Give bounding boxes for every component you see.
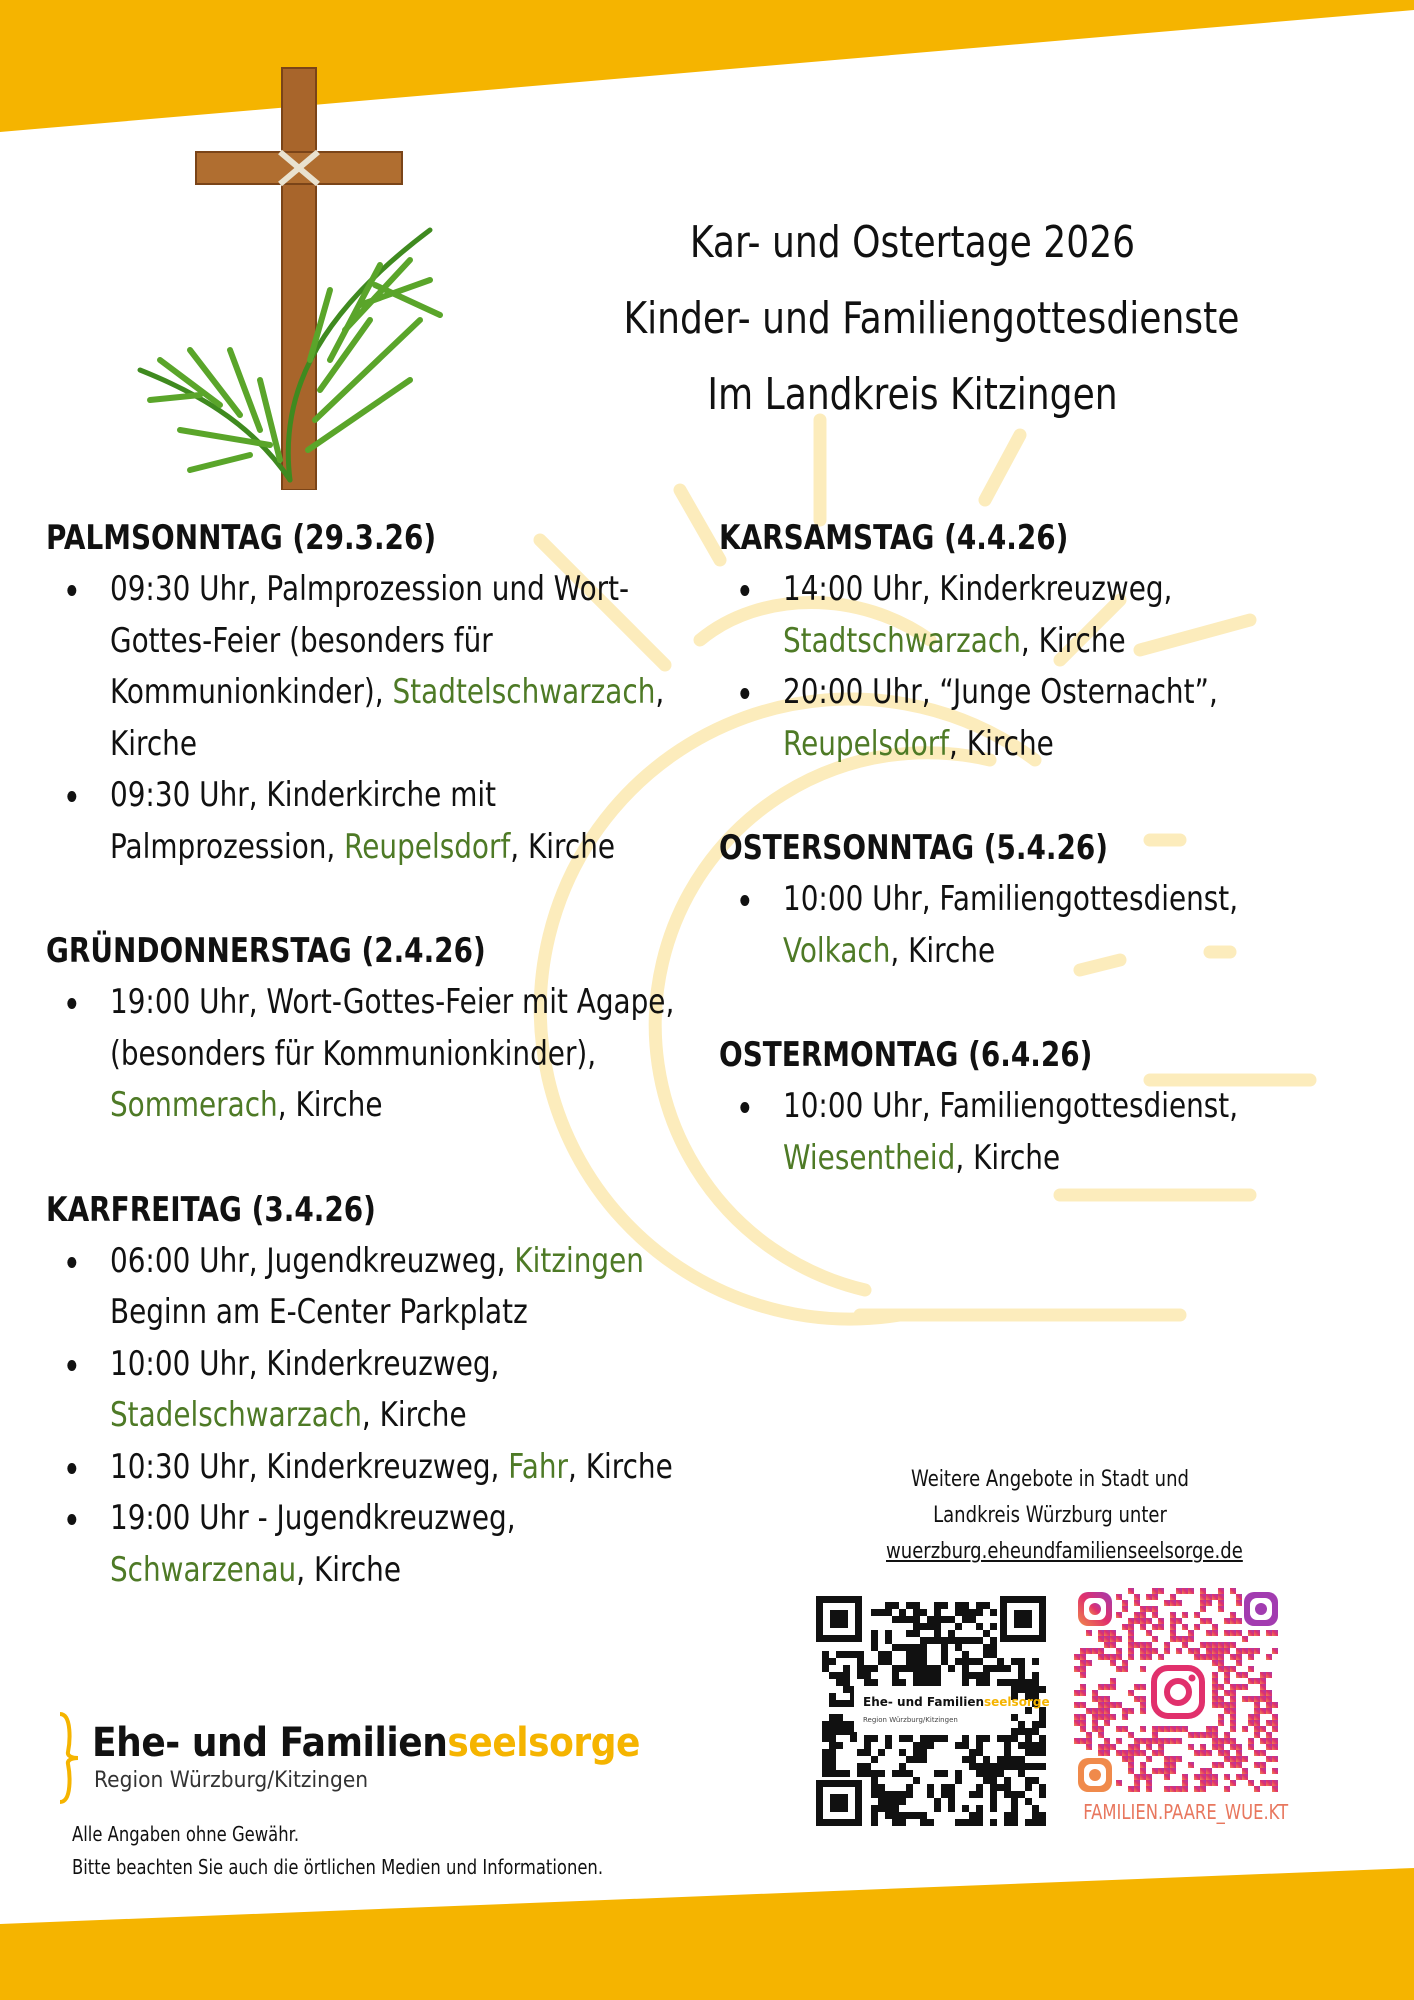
title-line-1: Kar- und Ostertage 2026 [689, 217, 1136, 268]
item-text: 10:00 Uhr, Kinderkreuzweg, [109, 1343, 500, 1384]
item-place: Wiesentheid [782, 1137, 956, 1178]
section-palmsonntag [46, 512, 692, 873]
section-title: PALMSONNTAG (29.3.26) [46, 518, 437, 558]
item-text: 14:00 Uhr, Kinderkreuzweg, [782, 569, 1173, 609]
more-offers-info [886, 1462, 1243, 1570]
schedule-item [719, 874, 1306, 977]
item-suffix: , Kirche [567, 1446, 673, 1487]
disclaimer-line-2: Bitte beachten Sie auch die örtlichen Medien und Informationen. [72, 1855, 604, 1879]
item-text: 10:30 Uhr, Kinderkreuzweg, [109, 1446, 509, 1487]
cross-palm-illustration [130, 60, 450, 490]
item-place: Stadtelschwarzach [392, 672, 656, 712]
schedule-item [719, 564, 1306, 667]
item-suffix: Beginn am E-Center Parkplatz [109, 1292, 528, 1332]
item-suffix: , Kirche [361, 1395, 467, 1435]
qr-logo-subtitle: Region Würzburg/Kitzingen [863, 1716, 958, 1724]
section-gruendonnerstag [46, 925, 692, 1132]
item-place: Fahr [508, 1446, 568, 1487]
item-suffix: , Kirche [277, 1085, 383, 1125]
info-line-2: Landkreis Würzburg unter [933, 1503, 1167, 1528]
section-title: GRÜNDONNERSTAG (2.4.26) [46, 931, 486, 971]
schedule-item [719, 667, 1306, 770]
website-qr-code[interactable] [808, 1588, 1054, 1834]
qr-logo-text: Ehe- und Familienseelsorge [863, 1695, 1050, 1709]
schedule-right-column [719, 512, 1306, 1236]
title-line-2: Kinder- und Familiengottesdienste [623, 293, 1240, 344]
page-title [623, 205, 1240, 433]
section-karsamstag [719, 512, 1306, 770]
section-ostersonntag [719, 822, 1306, 977]
schedule-item [46, 1339, 692, 1442]
item-text: 06:00 Uhr, Jugendkreuzweg, [109, 1240, 515, 1281]
item-place: Sommerach [109, 1085, 278, 1125]
schedule-item [46, 977, 692, 1132]
schedule-item [46, 1493, 692, 1596]
item-suffix: , Kirche [949, 723, 1054, 764]
disclaimer [72, 1818, 603, 1884]
item-place: Stadtschwarzach [782, 620, 1021, 661]
item-text: 10:00 Uhr, Familiengottesdienst, [782, 1086, 1239, 1126]
item-place: Schwarzenau [109, 1549, 297, 1590]
item-suffix: , Kirche [890, 930, 996, 971]
section-title: OSTERSONNTAG (5.4.26) [719, 828, 1109, 868]
section-title: KARFREITAG (3.4.26) [46, 1189, 376, 1230]
schedule-left-column [46, 512, 692, 1648]
disclaimer-line-1: Alle Angaben ohne Gewähr. [72, 1822, 300, 1846]
item-suffix: , Kirche [510, 826, 616, 867]
item-suffix: , Kirche [955, 1137, 1061, 1178]
schedule-item [46, 1236, 692, 1339]
schedule-item [46, 1442, 692, 1494]
schedule-item [719, 1081, 1306, 1184]
instagram-icon [1150, 1664, 1206, 1720]
schedule-item [46, 564, 692, 770]
logo-text-accent: seelsorge [447, 1720, 641, 1766]
organization-logo-text [92, 1720, 640, 1766]
item-suffix: , Kirche [109, 672, 665, 764]
item-place: Reupelsdorf [344, 826, 511, 867]
website-link[interactable]: wuerzburg.eheundfamilienseelsorge.de [886, 1539, 1243, 1564]
item-text: 20:00 Uhr, “Junge Osternacht”, [782, 672, 1218, 712]
bottom-yellow-band [0, 1868, 1414, 2000]
logo-bracket-icon [56, 1712, 82, 1804]
info-line-1: Weitere Angebote in Stadt und [911, 1467, 1189, 1492]
item-suffix: , Kirche [1020, 620, 1126, 661]
instagram-handle[interactable]: FAMILIEN.PAARE_WUE.KT [1083, 1800, 1289, 1824]
item-suffix: , Kirche [296, 1549, 401, 1590]
item-text: 19:00 Uhr - Jugendkreuzweg, [109, 1498, 516, 1538]
cross-vertical-beam [282, 68, 316, 490]
title-line-3: Im Landkreis Kitzingen [707, 369, 1118, 420]
item-place: Volkach [782, 930, 891, 971]
section-title: KARSAMSTAG (4.4.26) [719, 518, 1069, 558]
item-text: 10:00 Uhr, Familiengottesdienst, [782, 879, 1239, 919]
item-text: 09:30 Uhr, Kinderkirche mit Palmprozession, [109, 775, 497, 867]
logo-text-main: Ehe- und Familien [92, 1720, 448, 1766]
instagram-qr-code[interactable] [1074, 1588, 1282, 1796]
section-karfreitag [46, 1184, 692, 1597]
qr-logo-box [854, 1686, 1008, 1732]
logo-subtitle: Region Würzburg/Kitzingen [94, 1768, 369, 1793]
section-title: OSTERMONTAG (6.4.26) [719, 1035, 1093, 1075]
item-text: 09:30 Uhr, Palmprozession und Wort-Gottes-Feier (besonders für Kommunionkinder), [109, 569, 630, 712]
schedule-item [46, 770, 692, 873]
item-place: Reupelsdorf [782, 723, 950, 764]
item-place: Stadelschwarzach [109, 1395, 362, 1435]
item-text: 19:00 Uhr, Wort-Gottes-Feier mit Agape, (besonders für Kommunionkinder), [109, 982, 675, 1074]
item-place: Kitzingen [514, 1240, 644, 1281]
section-ostermontag [719, 1029, 1306, 1184]
